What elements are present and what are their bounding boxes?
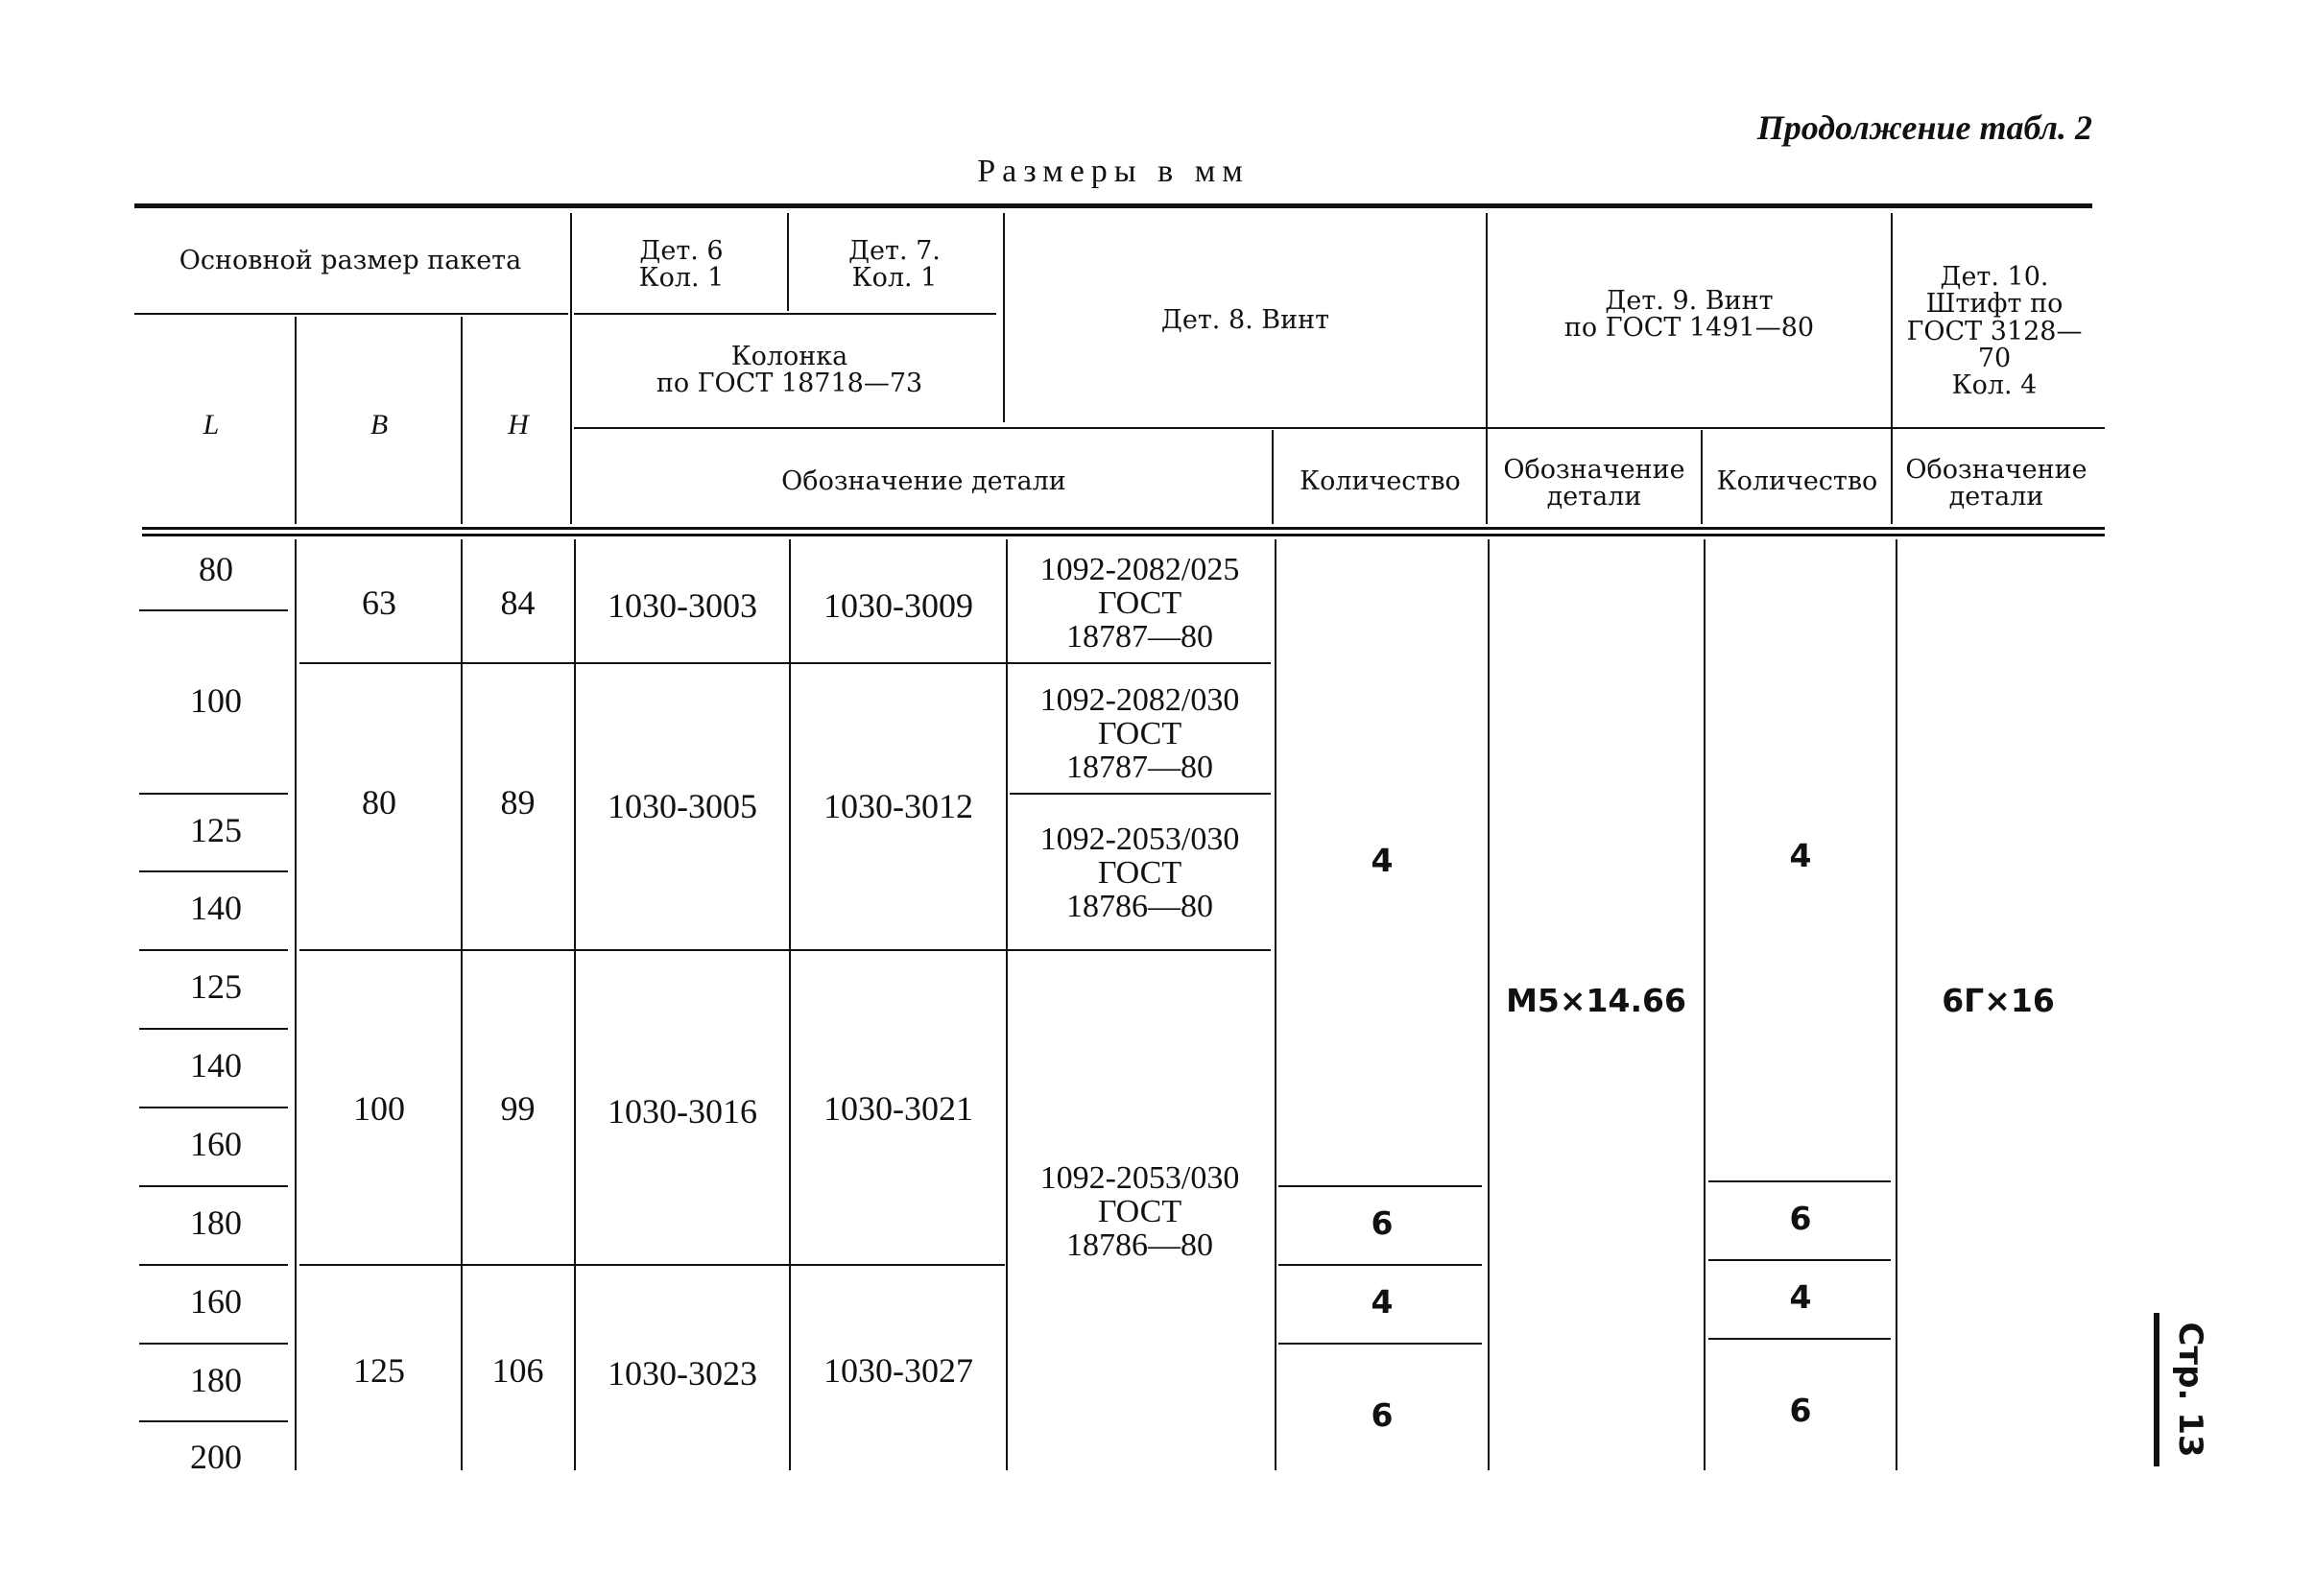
B-value: 80 [362,783,396,822]
L-value: 200 [190,1438,242,1476]
det7-value: 1030-3027 [823,1351,973,1390]
header-designation-part: Обозначение детали [781,466,1066,496]
qty8-value: 4 [1371,1283,1394,1321]
H-value: 106 [491,1351,544,1390]
screw8-designation: 1092-2053/030 ГОСТ 18786—80 [1039,822,1240,925]
header-det7: Дет. 7. Кол. 1 [848,236,941,294]
qty9-value: 6 [1789,1392,1812,1429]
header-B: B [370,409,389,441]
qty8-value: 6 [1371,1396,1394,1434]
header-designation-2: Обозначение детали [1503,455,1685,512]
det7-value: 1030-3021 [823,1089,973,1128]
det6-value: 1030-3023 [608,1354,757,1393]
L-value: 160 [190,1125,242,1163]
header-L: L [203,409,220,441]
B-value: 100 [353,1089,405,1128]
L-value: 125 [190,811,242,849]
screw8-designation: 1092-2082/030 ГОСТ 18787—80 [1039,682,1240,786]
header-quantity-2: Количество [1716,466,1878,496]
det6-value: 1030-3005 [608,787,757,825]
header-H: H [508,409,529,441]
continuation-title: Продолжение табл. 2 [1756,108,2092,147]
header-det6: Дет. 6 Кол. 1 [638,236,725,294]
header-designation-3: Обозначение детали [1905,455,2087,512]
L-value: 180 [190,1203,242,1242]
det9-designation: М5×14.66 [1506,982,1686,1019]
qty8-value: 4 [1371,842,1394,879]
header-det9: Дет. 9. Винт по ГОСТ 1491—80 [1563,286,1815,344]
det7-value: 1030-3012 [823,787,973,825]
det6-value: 1030-3016 [608,1092,757,1131]
L-value: 160 [190,1282,242,1321]
header-quantity: Количество [1300,466,1461,496]
page-number [2142,1313,2209,1466]
L-value: 125 [190,967,242,1006]
screw8-designation: 1092-2053/030 ГОСТ 18786—80 [1039,1160,1240,1264]
L-value: 140 [190,889,242,927]
H-value: 89 [500,783,536,822]
L-value: 180 [190,1361,242,1399]
qty8-value: 6 [1371,1204,1394,1242]
qty9-value: 4 [1789,837,1812,874]
det6-value: 1030-3003 [608,586,757,625]
B-value: 63 [362,584,396,622]
page-number-text: Стр. 13 [2171,1322,2209,1458]
det10-designation: 6Г×16 [1942,982,2055,1019]
header-base-size: Основной размер пакета [179,246,522,275]
qty9-value: 6 [1789,1200,1812,1237]
det7-value: 1030-3009 [823,586,973,625]
header-det10: Дет. 10. Штифт по ГОСТ 3128—70 Кол. 4 [1906,262,2083,401]
header-column: Колонка по ГОСТ 18718—73 [656,342,923,399]
H-value: 84 [500,584,536,622]
header-det8: Дет. 8. Винт [1160,305,1330,335]
H-value: 99 [500,1089,536,1128]
L-value: 80 [199,550,233,588]
screw8-designation: 1092-2082/025 ГОСТ 18787—80 [1039,552,1240,655]
qty9-value: 4 [1789,1278,1812,1316]
L-value: 100 [190,681,242,720]
B-value: 125 [353,1351,405,1390]
units-caption: Размеры в мм [977,154,1250,189]
L-value: 140 [190,1046,242,1084]
